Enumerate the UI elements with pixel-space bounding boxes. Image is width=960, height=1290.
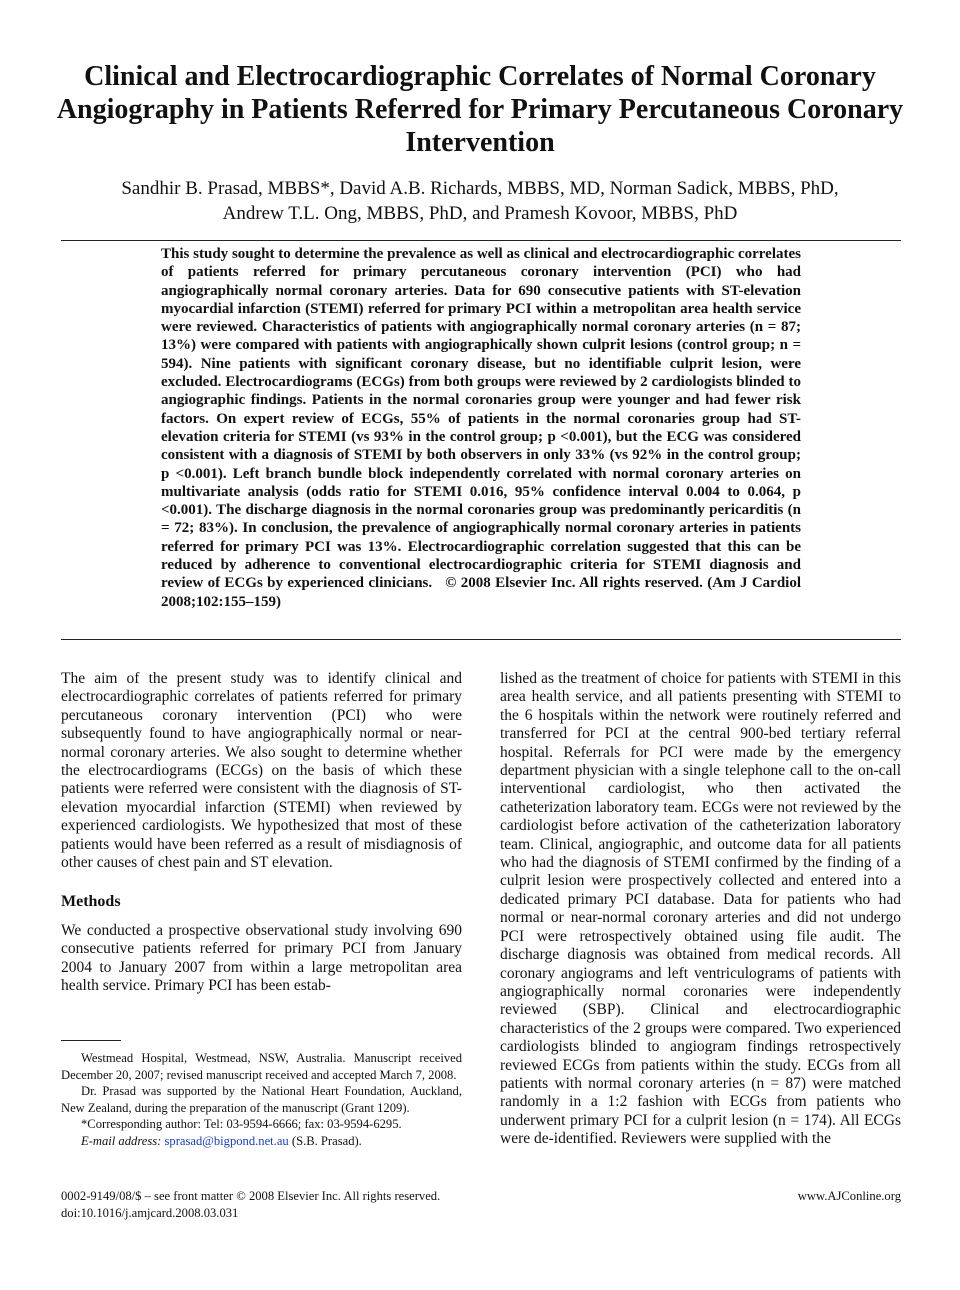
publisher-info: [61, 1188, 440, 1222]
intro-paragraph: The aim of the present study was to identify clinical and electrocardiographic correlates of patients referred for primary percutaneous coronary intervention (PCI) who were subsequently found to have angiographically normal or near-normal coronary arteries. We also sought to determine whether the electrocardiograms (ECGs) on the basis of which these patients were referred were consistent with the diagnosis of ST-elevation myocardial infarction (STEMI) when reviewed by experienced cardiologists. We hypothesized that most of these patients would have been referred as a result of misdiagnosis of other causes of chest pain and ST elevation.: [61, 670, 462, 872]
right-column: [500, 670, 901, 1149]
methods-heading: Methods: [61, 893, 121, 911]
journal-website[interactable]: www.AJConline.org: [797, 1189, 901, 1203]
abstract: This study sought to determine the prevalence as well as clinical and electrocardiographic correlates of patients referred for primary percutaneous coronary intervention (PCI) who had angiographically normal coronary arteries. Data for 690 consecutive patients with ST-elevation myocardial infarction (STEMI) referred for primary PCI within a metropolitan area health service were reviewed. Characteristics of patients with angiographically normal coronary arteries (n = 87; 13%) were compared with patients with angiographically shown culprit lesions (control group; n = 594). Nine patients with significant coronary disease, but no identifiable culprit lesion, were excluded. Electrocardiograms (ECGs) from both groups were reviewed by 2 cardiologists blinded to angiographic findings. Patients in the normal coronaries group were younger and had fewer risk factors. On expert review of ECGs, 55% of patients in the normal coronaries group had ST-elevation criteria for STEMI (vs 93% in the control group; p <0.001), but the ECG was considered consistent with a diagnosis of STEMI by both observers in only 33% (vs 92% in the control group; p <0.001). Left branch bundle block independently correlated with normal coronary arteries on multivariate analysis (odds ratio for STEMI 0.016, 95% confidence interval 0.004 to 0.064, p <0.001). The discharge diagnosis in the normal coronaries group was predominantly pericarditis (n = 72; 83%). In conclusion, the prevalence of angiographically normal coronary arteries in patients referred for primary PCI was 13%. Electrocardiographic correlation suggested that this can be reduced by adherence to conventional electrocardiographic criteria for STEMI diagnosis and review of ECGs by experienced clinicians. © 2008 Elsevier Inc. All rights reserved. (Am J Cardiol 2008;102:155–159): [161, 246, 801, 610]
footnote-funding: Dr. Prasad was supported by the National Heart Foundation, Auckland, New Zealand, during the preparation of the manuscript (Grant 1209).: [61, 1084, 462, 1115]
abstract-bottom-rule: [61, 639, 901, 640]
email-suffix: (S.B. Prasad).: [291, 1133, 362, 1148]
footnotes: [61, 1050, 462, 1149]
footnote-rule: [61, 1040, 121, 1041]
email-label: E-mail address:: [81, 1133, 162, 1148]
author-list: [40, 176, 920, 226]
methods-paragraph-start: We conducted a prospective observational study involving 690 consecutive patients referred for primary PCI from January 2004 to January 2007 from within a large metropolitan area health service. Primary PCI has been estab-: [61, 921, 462, 995]
abstract-top-rule: [61, 240, 901, 241]
footnote-email: [61, 1133, 462, 1150]
doi-line: doi:10.1016/j.amjcard.2008.03.031: [61, 1206, 239, 1220]
authors-line-1: Sandhir B. Prasad, MBBS*, David A.B. Richards, MBBS, MD, Norman Sadick, MBBS, PhD,: [121, 178, 839, 199]
footnote-affiliation: Westmead Hospital, Westmead, NSW, Australia. Manuscript received December 20, 2007; revised manuscript received and accepted March 7, 2008.: [61, 1051, 462, 1082]
email-link[interactable]: sprasad@bigpond.net.au: [164, 1133, 289, 1148]
article-title: Clinical and Electrocardiographic Correlates of Normal Coronary Angiography in Patients Referred for Primary Percutaneous Coronary Intervention: [56, 61, 904, 158]
left-column: [61, 670, 462, 996]
authors-line-2: Andrew T.L. Ong, MBBS, PhD, and Pramesh Kovoor, MBBS, PhD: [222, 203, 738, 224]
footnote-corresponding: *Corresponding author: Tel: 03-9594-6666; fax: 03-9594-6295.: [81, 1117, 402, 1131]
issn-line: 0002-9149/08/$ – see front matter © 2008 Elsevier Inc. All rights reserved.: [61, 1189, 441, 1203]
methods-paragraph-continued: lished as the treatment of choice for patients with STEMI in this area health service, and all patients presenting with STEMI to the 6 hospitals within the network were routinely referred and transferred for PCI at the central 900-bed tertiary referral hospital. Referrals for PCI were made by the emergency department physician with a single telephone call to the on-call interventional cardiologist, who then activated the catheterization laboratory team. ECGs were not reviewed by the cardiologist before activation of the catheterization laboratory team. Clinical, angiographic, and outcome data for all patients who had the diagnosis of STEMI confirmed by the finding of a culprit lesion were prospectively collected and entered into a dedicated primary PCI database. Data for patients who had normal or near-normal coronary arteries and did not undergo PCI were retrospectively obtained using file audit. The discharge diagnosis was obtained from medical records. All coronary angiograms and left ventriculograms of patients with angiographically normal coronaries were independently reviewed (SBP). Clinical and electrocardiographic characteristics of the 2 groups were compared. Two experienced cardiologists blinded to angiogram findings retrospectively reviewed ECGs from patients within the study. ECGs from all patients with normal coronary arteries (n = 87) were matched randomly in a 1:2 fashion with ECGs from patients who underwent primary PCI for a culprit lesion (n = 174). All ECGs were de-identified. Reviewers were supplied with the: [500, 670, 901, 1148]
